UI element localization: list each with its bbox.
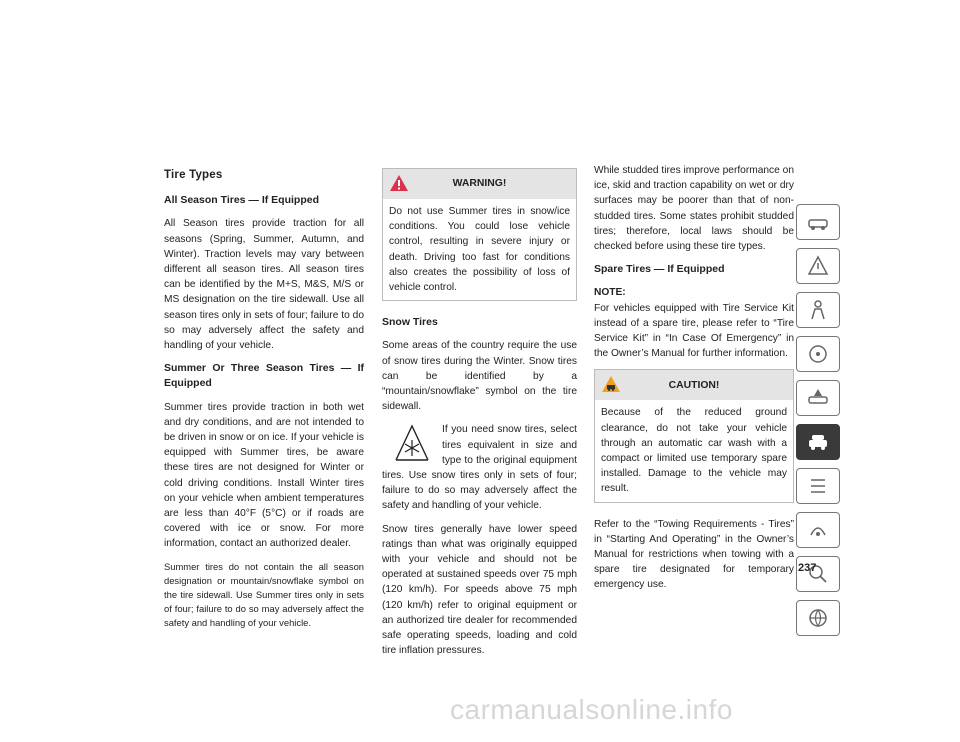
caution-car-icon	[601, 375, 621, 393]
tab-language[interactable]	[796, 600, 840, 636]
page-number: 237	[798, 562, 817, 574]
tab-service-active[interactable]	[796, 424, 840, 460]
warning-title: WARNING!	[452, 178, 507, 190]
spare-heading: Spare Tires — If Equipped	[594, 263, 725, 276]
caution-box	[594, 369, 794, 502]
tab-specifications[interactable]	[796, 468, 840, 504]
multimedia-icon	[807, 519, 829, 541]
snow-heading: Snow Tires	[382, 316, 438, 329]
specifications-icon	[807, 475, 829, 497]
steering-wheel-icon	[807, 343, 829, 365]
section-title: Tire Types	[164, 169, 223, 181]
tab-seat-safety[interactable]	[796, 292, 840, 328]
tab-emergency[interactable]	[796, 380, 840, 416]
language-icon	[807, 607, 829, 629]
chapter-tab-bar	[796, 204, 844, 644]
snow-symbol-paragraph	[382, 422, 577, 521]
warning-box	[382, 168, 577, 301]
column-right	[594, 163, 794, 601]
emergency-icon	[807, 387, 829, 409]
studded-text: While studded tires improve performance on ice, skid and traction capability on wet or dry surfaces may be poorer than that of non-studded tires. Some states prohibit studded tires; therefore, local laws should be checked before using these tire types.	[594, 165, 794, 253]
seat-safety-icon	[807, 299, 829, 321]
warning-icon	[807, 255, 829, 277]
summer-small-text: Summer tires do not contain the all season designation or mountain/snowflake symbol on the tire sidewall. Use Summer tires only in sets of four; failure to do so may adversely affect the safety and handling of your vehicle.	[164, 560, 364, 628]
service-car-icon	[807, 431, 829, 453]
summer-text: Summer tires provide traction in both wet and dry conditions, and are not intended to be driven in snow or on ice. If your vehicle is equipped with Summer tires, be aware these tires are not designed for Winter or cold driving conditions. Install Winter tires on your vehicle when ambient temperatures are less than 40°F (5°C) or if roads are covered with ice or snow. For more information, contact an authorized dealer.	[164, 401, 364, 550]
all-season-text: All Season tires provide traction for all seasons (Spring, Summer, Autumn, and Winter). Traction levels may vary between different all season tires. All season tires can be identified by the M+S, M&S, M/S or MS designation on the tire sidewall. Use all season tires only in sets of four; failure to do so may adversely affect the safety and handling of your vehicle.	[164, 218, 364, 352]
snow-text-2: If you need snow tires, select tires equivalent in size and type to the original equipment tires. Use snow tires only in sets of four; failure to do so may adversely affect the safety and handling of your vehicle.	[382, 424, 577, 512]
snow-text-3: Snow tires generally have lower speed ratings than what was originally equipped with your vehicle and should not be operated at sustained speeds over 75 mph (120 km/h). For speeds above 75 mph (120 km/h) refer to original equipment or an authorized tire dealer for recommended safe operating speeds, loading and cold tire inflation pressures.	[382, 523, 577, 657]
towing-text: Refer to the “Towing Requirements - Tires” in “Starting And Operating” in the Owner’s Manual for restrictions when towing with a spare tire designated for temporary emergency use.	[594, 518, 794, 591]
tab-car-info[interactable]	[796, 204, 840, 240]
caution-header	[595, 370, 793, 400]
summer-heading: Summer Or Three Season Tires — If Equipped	[164, 362, 364, 390]
note-paragraph	[594, 285, 794, 361]
column-middle	[382, 168, 577, 666]
all-season-heading: All Season Tires — If Equipped	[164, 194, 320, 207]
tab-multimedia[interactable]	[796, 512, 840, 548]
caution-body: Because of the reduced ground clearance, do not take your vehicle through an automatic car wash with a compact or limited use temporary spare installed. Damage to the vehicle may result.	[601, 407, 787, 495]
note-text: For vehicles equipped with Tire Service Kit instead of a spare tire, please refer to “Tire Service Kit” in “In Case Of Emergency” in the Owner’s Manual for further information.	[594, 302, 794, 360]
note-label: NOTE:	[594, 287, 626, 299]
snow-text-1: Some areas of the country require the use of snow tires during the Winter. Snow tires can be identified by a “mountain/snowflake” symbol on the tire sidewall.	[382, 340, 577, 413]
watermark: carmanualsonline.info	[450, 694, 733, 725]
column-left	[164, 168, 364, 638]
car-info-icon	[807, 211, 829, 233]
tab-warning[interactable]	[796, 248, 840, 284]
warning-body: Do not use Summer tires in snow/ice conditions. You could lose vehicle control, resulting in severe injury or death. Driving too fast for conditions also creates the possibility of loss of vehicle control.	[389, 206, 570, 294]
mountain-snowflake-icon	[394, 422, 430, 462]
caution-title: CAUTION!	[668, 379, 720, 391]
tab-steering[interactable]	[796, 336, 840, 372]
warning-header	[383, 169, 576, 199]
warning-triangle-icon	[389, 174, 409, 192]
